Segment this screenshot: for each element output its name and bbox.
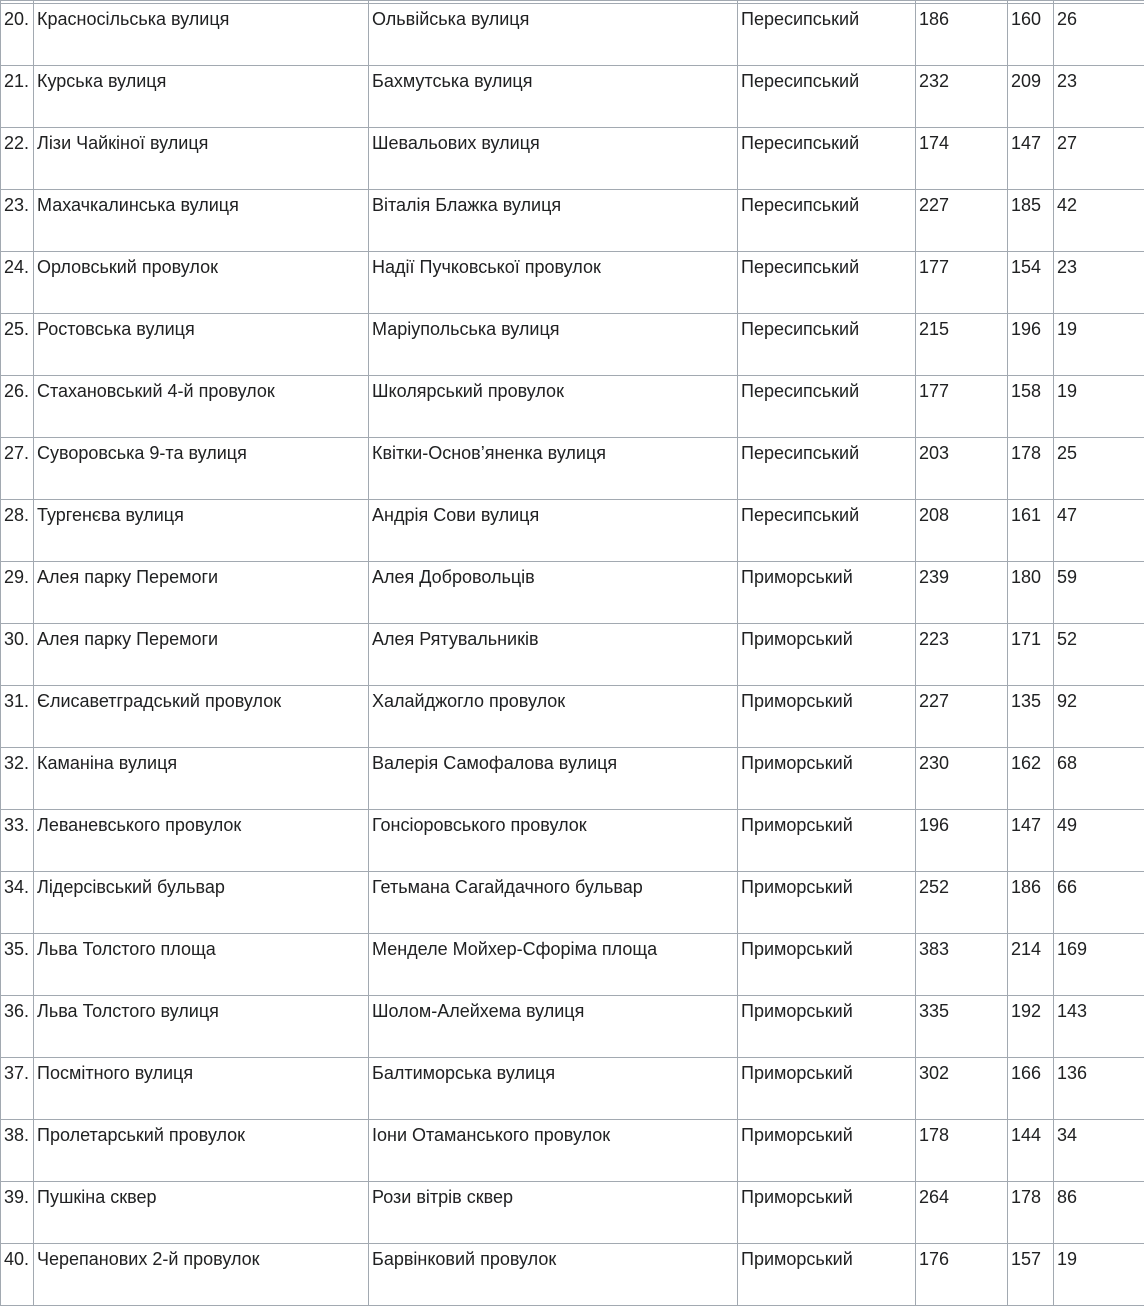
number-2-cell: 180 (1008, 562, 1054, 624)
new-name-cell: Шевальових вулиця (369, 128, 738, 190)
row-number-cell: 31. (1, 686, 34, 748)
number-3-cell: 26 (1054, 4, 1144, 66)
number-1-cell: 227 (916, 190, 1008, 252)
number-3-cell: 25 (1054, 438, 1144, 500)
row-number-cell: 24. (1, 252, 34, 314)
old-name-cell: Пушкіна сквер (34, 1182, 369, 1244)
old-name-cell: Стахановський 4-й провулок (34, 376, 369, 438)
number-1-cell: 223 (916, 624, 1008, 686)
number-2-cell: 157 (1008, 1244, 1054, 1306)
number-2-cell: 185 (1008, 190, 1054, 252)
district-cell: Приморський (738, 934, 916, 996)
number-2-cell: 135 (1008, 686, 1054, 748)
row-number-cell: 21. (1, 66, 34, 128)
number-1-cell: 178 (916, 1120, 1008, 1182)
number-2-cell: 178 (1008, 438, 1054, 500)
table-row (1, 438, 1144, 500)
number-3-cell: 49 (1054, 810, 1144, 872)
new-name-cell: Алея Добровольців (369, 562, 738, 624)
row-number-cell: 23. (1, 190, 34, 252)
district-cell: Пересипський (738, 376, 916, 438)
number-1-cell: 176 (916, 1244, 1008, 1306)
table-row (1, 252, 1144, 314)
table-row (1, 1120, 1144, 1182)
table-row (1, 686, 1144, 748)
number-2-cell: 209 (1008, 66, 1054, 128)
number-2-cell: 147 (1008, 128, 1054, 190)
number-3-cell: 66 (1054, 872, 1144, 934)
old-name-cell: Леваневського провулок (34, 810, 369, 872)
row-number-cell: 40. (1, 1244, 34, 1306)
number-2-cell: 162 (1008, 748, 1054, 810)
new-name-cell: Гонсіоровського провулок (369, 810, 738, 872)
table-row (1, 624, 1144, 686)
number-3-cell: 34 (1054, 1120, 1144, 1182)
row-number-cell: 26. (1, 376, 34, 438)
number-1-cell: 239 (916, 562, 1008, 624)
number-1-cell: 383 (916, 934, 1008, 996)
old-name-cell: Льва Толстого вулиця (34, 996, 369, 1058)
old-name-cell: Каманіна вулиця (34, 748, 369, 810)
table-row (1, 1058, 1144, 1120)
number-1-cell: 264 (916, 1182, 1008, 1244)
number-1-cell: 335 (916, 996, 1008, 1058)
row-number-cell: 38. (1, 1120, 34, 1182)
new-name-cell: Шолом-Алейхема вулиця (369, 996, 738, 1058)
number-1-cell: 174 (916, 128, 1008, 190)
number-2-cell: 158 (1008, 376, 1054, 438)
district-cell: Приморський (738, 1182, 916, 1244)
table-row (1, 128, 1144, 190)
table-row (1, 748, 1144, 810)
table-row (1, 934, 1144, 996)
district-cell: Приморський (738, 748, 916, 810)
table-row (1, 190, 1144, 252)
table-body (1, 1, 1144, 1306)
old-name-cell: Єлисаветградський провулок (34, 686, 369, 748)
row-number-cell: 39. (1, 1182, 34, 1244)
old-name-cell: Посмітного вулиця (34, 1058, 369, 1120)
number-3-cell: 59 (1054, 562, 1144, 624)
old-name-cell: Лізи Чайкіної вулиця (34, 128, 369, 190)
old-name-cell: Лідерсівський бульвар (34, 872, 369, 934)
old-name-cell: Суворовська 9-та вулиця (34, 438, 369, 500)
number-2-cell: 171 (1008, 624, 1054, 686)
row-number-cell: 34. (1, 872, 34, 934)
new-name-cell: Балтиморська вулиця (369, 1058, 738, 1120)
number-1-cell: 203 (916, 438, 1008, 500)
table-row (1, 872, 1144, 934)
number-3-cell: 169 (1054, 934, 1144, 996)
number-3-cell: 86 (1054, 1182, 1144, 1244)
table-row (1, 810, 1144, 872)
district-cell: Приморський (738, 1120, 916, 1182)
old-name-cell: Пролетарський провулок (34, 1120, 369, 1182)
row-number-cell: 30. (1, 624, 34, 686)
district-cell: Приморський (738, 1244, 916, 1306)
district-cell: Приморський (738, 562, 916, 624)
number-2-cell: 214 (1008, 934, 1054, 996)
row-number-cell: 36. (1, 996, 34, 1058)
district-cell: Приморський (738, 872, 916, 934)
number-3-cell: 27 (1054, 128, 1144, 190)
row-number-cell: 27. (1, 438, 34, 500)
number-1-cell: 186 (916, 4, 1008, 66)
table-row (1, 562, 1144, 624)
old-name-cell: Алея парку Перемоги (34, 562, 369, 624)
number-1-cell: 177 (916, 252, 1008, 314)
district-cell: Пересипський (738, 4, 916, 66)
new-name-cell: Алея Рятувальників (369, 624, 738, 686)
new-name-cell: Гетьмана Сагайдачного бульвар (369, 872, 738, 934)
table-row (1, 1244, 1144, 1306)
table-row (1, 314, 1144, 376)
number-1-cell: 177 (916, 376, 1008, 438)
row-number-cell: 28. (1, 500, 34, 562)
district-cell: Пересипський (738, 314, 916, 376)
old-name-cell: Тургенєва вулиця (34, 500, 369, 562)
table-row (1, 4, 1144, 66)
row-number-cell: 25. (1, 314, 34, 376)
row-number-cell: 32. (1, 748, 34, 810)
district-cell: Пересипський (738, 190, 916, 252)
number-1-cell: 215 (916, 314, 1008, 376)
new-name-cell: Маріупольська вулиця (369, 314, 738, 376)
number-3-cell: 143 (1054, 996, 1144, 1058)
district-cell: Приморський (738, 1058, 916, 1120)
new-name-cell: Халайджогло провулок (369, 686, 738, 748)
number-1-cell: 208 (916, 500, 1008, 562)
new-name-cell: Ольвійська вулиця (369, 4, 738, 66)
new-name-cell: Бахмутська вулиця (369, 66, 738, 128)
number-2-cell: 178 (1008, 1182, 1054, 1244)
number-1-cell: 252 (916, 872, 1008, 934)
new-name-cell: Андрія Сови вулиця (369, 500, 738, 562)
old-name-cell: Алея парку Перемоги (34, 624, 369, 686)
table-row (1, 1182, 1144, 1244)
new-name-cell: Надії Пучковської провулок (369, 252, 738, 314)
number-2-cell: 192 (1008, 996, 1054, 1058)
table-row (1, 500, 1144, 562)
row-number-cell: 22. (1, 128, 34, 190)
number-2-cell: 144 (1008, 1120, 1054, 1182)
old-name-cell: Черепанових 2-й провулок (34, 1244, 369, 1306)
number-2-cell: 186 (1008, 872, 1054, 934)
number-1-cell: 196 (916, 810, 1008, 872)
district-cell: Приморський (738, 996, 916, 1058)
table-row (1, 66, 1144, 128)
district-cell: Пересипський (738, 500, 916, 562)
table-row (1, 376, 1144, 438)
district-cell: Пересипський (738, 252, 916, 314)
district-cell: Пересипський (738, 128, 916, 190)
number-2-cell: 154 (1008, 252, 1054, 314)
row-number-cell: 33. (1, 810, 34, 872)
number-1-cell: 227 (916, 686, 1008, 748)
row-number-cell: 20. (1, 4, 34, 66)
district-cell: Пересипський (738, 66, 916, 128)
number-3-cell: 19 (1054, 314, 1144, 376)
number-2-cell: 160 (1008, 4, 1054, 66)
old-name-cell: Ростовська вулиця (34, 314, 369, 376)
number-3-cell: 23 (1054, 252, 1144, 314)
old-name-cell: Курська вулиця (34, 66, 369, 128)
row-number-cell: 37. (1, 1058, 34, 1120)
number-3-cell: 23 (1054, 66, 1144, 128)
old-name-cell: Махачкалинська вулиця (34, 190, 369, 252)
number-3-cell: 42 (1054, 190, 1144, 252)
table-row (1, 996, 1144, 1058)
number-2-cell: 147 (1008, 810, 1054, 872)
old-name-cell: Орловський провулок (34, 252, 369, 314)
number-3-cell: 136 (1054, 1058, 1144, 1120)
district-cell: Приморський (738, 624, 916, 686)
row-number-cell: 29. (1, 562, 34, 624)
number-1-cell: 230 (916, 748, 1008, 810)
new-name-cell: Менделе Мойхер-Сфоріма площа (369, 934, 738, 996)
new-name-cell: Барвінковий провулок (369, 1244, 738, 1306)
number-3-cell: 19 (1054, 1244, 1144, 1306)
district-cell: Пересипський (738, 438, 916, 500)
new-name-cell: Валерія Самофалова вулиця (369, 748, 738, 810)
new-name-cell: Квітки-Основ’яненка вулиця (369, 438, 738, 500)
number-2-cell: 166 (1008, 1058, 1054, 1120)
new-name-cell: Віталія Блажка вулиця (369, 190, 738, 252)
new-name-cell: Школярський провулок (369, 376, 738, 438)
number-1-cell: 302 (916, 1058, 1008, 1120)
number-2-cell: 196 (1008, 314, 1054, 376)
number-3-cell: 47 (1054, 500, 1144, 562)
number-2-cell: 161 (1008, 500, 1054, 562)
number-1-cell: 232 (916, 66, 1008, 128)
number-3-cell: 92 (1054, 686, 1144, 748)
old-name-cell: Красносільська вулиця (34, 4, 369, 66)
district-cell: Приморський (738, 686, 916, 748)
new-name-cell: Рози вітрів сквер (369, 1182, 738, 1244)
row-number-cell: 35. (1, 934, 34, 996)
number-3-cell: 68 (1054, 748, 1144, 810)
district-cell: Приморський (738, 810, 916, 872)
new-name-cell: Іони Отаманського провулок (369, 1120, 738, 1182)
number-3-cell: 19 (1054, 376, 1144, 438)
number-3-cell: 52 (1054, 624, 1144, 686)
old-name-cell: Льва Толстого площа (34, 934, 369, 996)
